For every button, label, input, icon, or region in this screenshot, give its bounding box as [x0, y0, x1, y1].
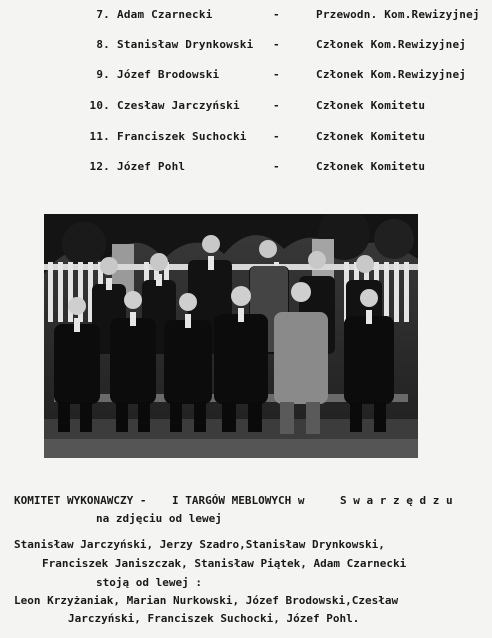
member-number: 9.	[96, 68, 110, 81]
member-dash: -	[273, 130, 280, 143]
member-role: Członek Kom.Rewizyjnej	[316, 68, 467, 81]
member-name: Józef Brodowski	[117, 68, 220, 81]
member-name: Józef Pohl	[117, 160, 186, 173]
caption-subtitle: na zdjęciu od lewej	[96, 512, 222, 525]
member-name: Stanisław Drynkowski	[117, 38, 254, 51]
member-name: Franciszek Suchocki	[117, 130, 247, 143]
member-dash: -	[273, 68, 280, 81]
caption-title-fair: I TARGÓW MEBLOWYCH w	[172, 494, 305, 507]
member-role: Przewodn. Kom.Rewizyjnej	[316, 8, 480, 21]
member-name: Czesław Jarczyński	[117, 99, 240, 112]
photo-illustration	[44, 214, 418, 458]
caption-standing-label: stoją od lewej :	[96, 576, 202, 589]
member-dash: -	[273, 8, 280, 21]
member-name: Adam Czarnecki	[117, 8, 213, 21]
member-dash: -	[273, 38, 280, 51]
list-item	[0, 38, 492, 58]
member-role: Członek Komitetu	[316, 130, 426, 143]
group-photograph	[44, 214, 418, 458]
caption-title-town: S w a r z ę d z u	[340, 494, 453, 507]
list-item	[0, 99, 492, 119]
member-dash: -	[273, 160, 280, 173]
member-number: 8.	[96, 38, 110, 51]
caption-seated-names-1: Stanisław Jarczyński, Jerzy Szadro,Stanisław Drynkowski,	[14, 538, 385, 551]
list-item	[0, 8, 492, 28]
list-item	[0, 68, 492, 88]
caption-title-committee: KOMITET WYKONAWCZY -	[14, 494, 147, 507]
list-item	[0, 130, 492, 150]
caption-standing-names-2: Jarczyński, Franciszek Suchocki, Józef Pohl.	[68, 612, 360, 625]
caption-standing-names-1: Leon Krzyżaniak, Marian Nurkowski, Józef Brodowski,Czesław	[14, 594, 399, 607]
member-number: 10.	[89, 99, 110, 112]
member-role: Członek Komitetu	[316, 160, 426, 173]
member-number: 12.	[89, 160, 110, 173]
member-number: 7.	[96, 8, 110, 21]
member-role: Członek Komitetu	[316, 99, 426, 112]
member-number: 11.	[89, 130, 110, 143]
caption-seated-names-2: Franciszek Janiszczak, Stanisław Piątek, Adam Czarnecki	[42, 557, 407, 570]
member-dash: -	[273, 99, 280, 112]
member-role: Członek Kom.Rewizyjnej	[316, 38, 467, 51]
list-item	[0, 160, 492, 180]
